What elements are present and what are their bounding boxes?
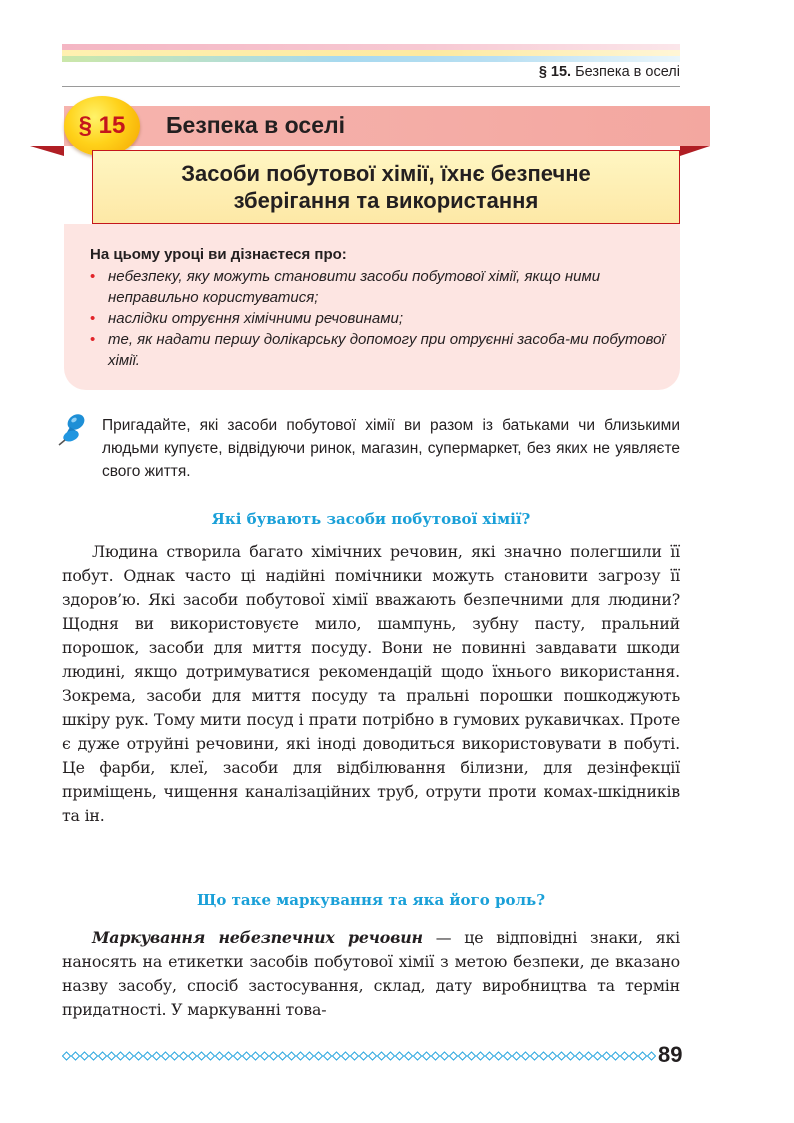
header-stripes [62,44,680,62]
learning-objectives-heading: На цьому уроці ви дізнаєтеся про: [90,246,347,263]
term-definition: Маркування небезпечних речовин [92,928,423,947]
paragraph-household-chemicals: Людина створила багато хімічних речовин, які значно полегшили її побут. Однак часто ці надійні помічники можуть становити загрозу її здоров’ю. Які засоби побутової хімії вважають безпечними для людини? Щодня ви використовуєте мило, шампунь, зубну пасту, пральний порошок, засоби для миття посуду. Вони не повинні завдавати шкоди людині, якщо дотримуватися рекомендацій щодо їхнього використання. Зокрема, засоби для миття посуду та пральні порошки пошкоджують шкіру рук. Тому мити посуд і прати потрібно в гумових рукавичках. Проте є дуже отруйні речовини, які іноді доводиться використовувати в побуті. Це фарби, клеї, засоби для відбілювання білизни, для дезінфекції приміщень, чищення каналізаційних труб, отрути проти комах-шкідників та ін. [62,542,680,825]
learning-objectives-list [90,266,670,371]
footer-ornament [62,1049,656,1063]
learning-objective-text: те, як надати першу долікарську допомогу при отруєнні засоба-ми побутової хімії. [108,331,665,369]
page-number: 89 [658,1042,683,1067]
bullet-marker: • [90,331,96,348]
bullet-marker: • [90,310,96,327]
learning-objective-item [90,266,670,308]
heading-household-chemicals: Які бувають засоби побутової хімії? [211,510,531,528]
paragraph-labeling-text: — це відповідні знаки, які наносять на етикетки засобів побутової хімії з метою безпеки, де вказано назву засобу, спосіб застосування, склад, дату виробництва та термін придатності. У маркуванні това- [62,928,680,1019]
heading-labeling: Що таке маркування та яка його роль? [197,891,545,909]
learning-objective-text: небезпеку, яку можуть становити засоби побутової хімії, якщо ними неправильно користуватися; [108,268,601,306]
learning-objective-text: наслідки отруєння хімічними речовинами; [108,310,404,327]
running-head [300,64,680,80]
section-title: Безпека в оселі [166,112,345,138]
lesson-subtitle [92,150,680,224]
band-fold-right [680,146,710,156]
learning-objective-item [90,329,670,371]
pushpin-icon [56,410,92,446]
bullet-marker: • [90,268,96,285]
section-band [64,106,710,146]
paragraph-labeling [62,926,680,1022]
lesson-subtitle-line-1: Засоби побутової хімії, їхнє безпечне [181,161,591,186]
recall-prompt: Пригадайте, які засоби побутової хімії ви разом із батьками чи близькими людьми купуєте, відвідуючи ринок, магазин, супермаркет, без яких не уявляєте свого життя. [102,417,680,480]
lesson-subtitle-line-2: зберігання та використання [233,188,539,213]
header-stripe-blue [62,56,680,62]
running-head-rule [62,86,680,87]
learning-objective-item [90,308,670,329]
running-head-section: § 15. [538,64,572,80]
running-head-title: Безпека в оселі [575,64,680,80]
section-badge: § 15 [64,96,140,156]
band-fold-left [30,146,64,156]
